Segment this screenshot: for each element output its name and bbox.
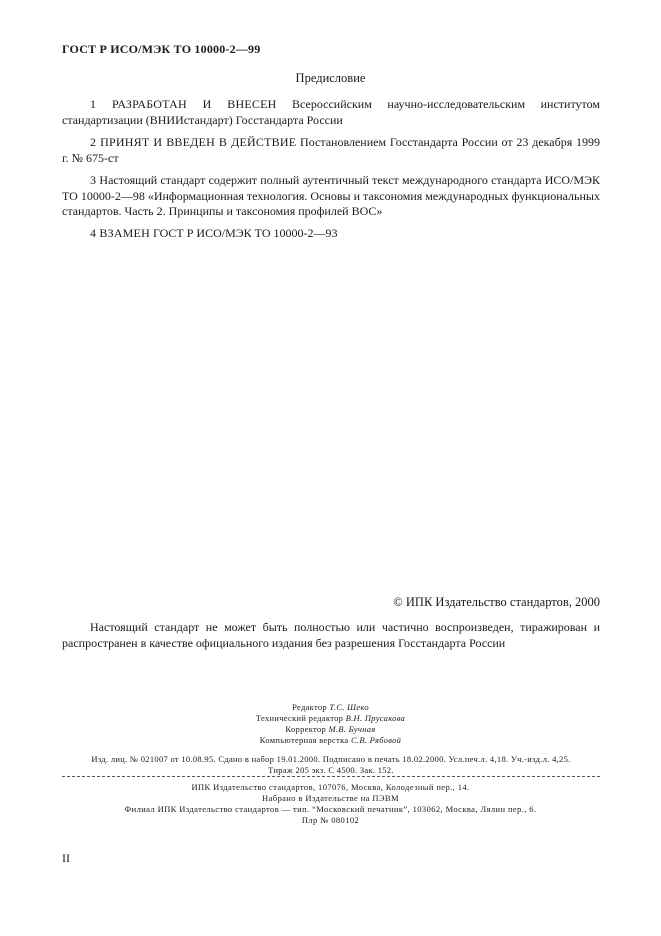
print-info-line-2: Тираж 205 экз. С 4500. Зак. 152. xyxy=(268,765,394,775)
publisher-line-2: Набрано в Издательстве на ПЭВМ xyxy=(262,793,399,803)
print-info-line-1: Изд. лиц. № 021007 от 10.08.95. Сдано в набор 19.01.2000. Подписано в печать 18.02.2000. Усл.печ.л. 4,18. Уч.-изд.л. 4,25. xyxy=(91,754,571,764)
preface-item-1 xyxy=(62,97,600,128)
preface-item-4-lead: 4 ВЗАМЕН xyxy=(90,226,150,240)
corrector-name: М.В. Бучная xyxy=(328,724,376,734)
preface-title: Предисловие xyxy=(295,71,366,85)
preface-item-3-lead: 3 xyxy=(90,173,97,187)
preface-item-4-text: ГОСТ Р ИСО/МЭК ТО 10000-2—93 xyxy=(152,226,338,240)
reproduction-notice: Настоящий стандарт не может быть полностью или частично воспроизведен, тиражирован и распространен в качестве официального издания без разрешения Госстандарта России xyxy=(62,620,600,650)
publisher-line-4: Плр № 080102 xyxy=(301,815,360,825)
preface-item-4 xyxy=(62,226,600,242)
publisher-line-3: Филиал ИПК Издательство стандартов — тип. “Московский печатник”, 103062, Москва, Лялин пер., 6. xyxy=(124,804,537,814)
editor-label: Редактор xyxy=(292,702,327,712)
document-code-header: ГОСТ Р ИСО/МЭК ТО 10000-2—99 xyxy=(62,42,261,56)
credits-editor xyxy=(0,702,661,713)
preface-item-2-text: Постановлением Госстандарта России от 23 декабря 1999 г. № 675-ст xyxy=(62,135,601,165)
layout-label: Компьютерная верстка xyxy=(259,735,349,745)
preface-item-2-lead: 2 ПРИНЯТ И ВВЕДЕН В ДЕЙСТВИЕ xyxy=(90,135,297,149)
preface-item-1-lead: 1 РАЗРАБОТАН И ВНЕСЕН xyxy=(90,97,277,111)
credits-tech-editor xyxy=(0,713,661,724)
preface-item-3 xyxy=(62,173,600,220)
tech-editor-label: Технический редактор xyxy=(255,713,344,723)
preface-item-2 xyxy=(62,135,600,166)
imprint-divider xyxy=(62,776,600,777)
layout-name: С.В. Рябовой xyxy=(350,735,402,745)
credits-layout xyxy=(0,735,661,746)
credits-corrector xyxy=(0,724,661,735)
publisher-line-1: ИПК Издательство стандартов, 107076, Москва, Колодезный пер., 14. xyxy=(191,782,470,792)
copyright-notice: © ИПК Издательство стандартов, 2000 xyxy=(393,595,600,609)
preface-item-3-text: Настоящий стандарт содержит полный аутентичный текст международного стандарта ИСО/МЭК ТО 10000-2—98 «Информационная технология. Основы и таксономия международных функциональных стандартов. Часть 2. Принципы и таксономия профилей ВОС» xyxy=(62,173,600,218)
preface-item-1-text: Всероссийским научно-исследовательским институтом стандартизации (ВНИИстандарт) Госстандарта России xyxy=(62,97,600,127)
tech-editor-name: В.Н. Прусакова xyxy=(345,713,406,723)
editor-name: Т.С. Шеко xyxy=(329,702,369,712)
page-number: II xyxy=(62,851,70,865)
corrector-label: Корректор xyxy=(285,724,327,734)
